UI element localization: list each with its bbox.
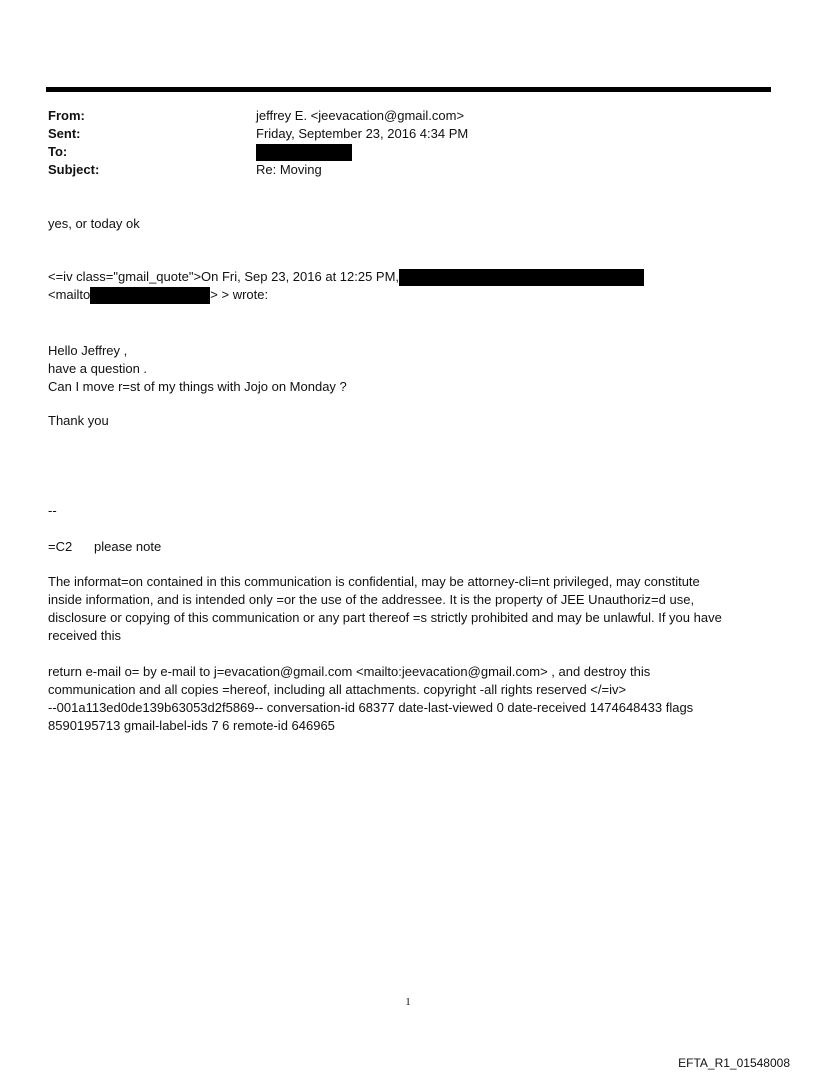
reply-text (48, 215, 763, 233)
thanks-line: Thank you (48, 413, 109, 428)
disclaimer-line-1: The informat=on contained in this communication is confidential, may be attorney-cli=nt privileged, may constitute (48, 574, 700, 589)
to-value (256, 143, 352, 161)
bates-number: EFTA_R1_01548008 (678, 1056, 790, 1070)
sent-value: Friday, September 23, 2016 4:34 PM (256, 126, 469, 141)
subject-label: Subject: (48, 162, 100, 177)
note-text: please note (94, 539, 162, 554)
quote-line-1 (48, 268, 763, 286)
quote-name-redaction (399, 269, 644, 286)
subject-value: Re: Moving (256, 162, 322, 177)
return-line-1: return e-mail o= by e-mail to j=evacation@gmail.com <mailto:jeevacation@gmail.com> , and destroy this (48, 664, 651, 679)
request-line: Can I move r=st of my things with Jojo on Monday ? (48, 379, 347, 394)
signature-separator (48, 502, 763, 520)
to-label: To: (48, 144, 68, 159)
from-value: jeffrey E. <jeevacation@gmail.com> (256, 108, 465, 123)
question-line: have a question . (48, 361, 148, 376)
return-paragraph (48, 663, 764, 735)
thanks-text (48, 412, 763, 430)
quote-line-1-text: <=iv class="gmail_quote">On Fri, Sep 23, 2016 at 12:25 PM, (48, 269, 400, 284)
disclaimer-line-3: disclosure or copying of this communication or any part thereof =s strictly prohibited and may be unlawful. If you have (48, 610, 722, 625)
disclaimer-paragraph (48, 573, 764, 645)
greeting-line: Hello Jeffrey , (48, 343, 128, 358)
page-number: 1 (405, 996, 411, 1008)
quote-header (48, 268, 763, 304)
quote-line-2 (48, 286, 763, 304)
disclaimer-line-2: inside information, and is intended only =or the use of the addressee. It is the property of JEE Unauthoriz=d use, (48, 592, 695, 607)
sent-label: Sent: (48, 126, 81, 141)
to-redaction (256, 144, 352, 161)
return-line-3: --001a113ed0de139b63053d2f5869-- conversation-id 68377 date-last-viewed 0 date-received 1474648433 flags (48, 700, 694, 715)
disclaimer-line-4: received this (48, 628, 121, 643)
signature-separator-text: -- (48, 503, 57, 518)
quote-line-2-suffix: > > wrote: (210, 287, 269, 303)
quoted-message (48, 342, 763, 396)
reply-line: yes, or today ok (48, 216, 140, 231)
note-code: =C2 (48, 539, 73, 554)
quote-line-2-prefix: <mailto (48, 287, 91, 303)
note-line (48, 538, 763, 556)
return-line-4: 8590195713 gmail-label-ids 7 6 remote-id 646965 (48, 718, 335, 733)
return-line-2: communication and all copies =hereof, including all attachments. copyright -all rights reserved </=iv> (48, 682, 627, 697)
quote-email-redaction (90, 287, 210, 304)
from-label: From: (48, 108, 85, 123)
header-rule (46, 87, 771, 92)
